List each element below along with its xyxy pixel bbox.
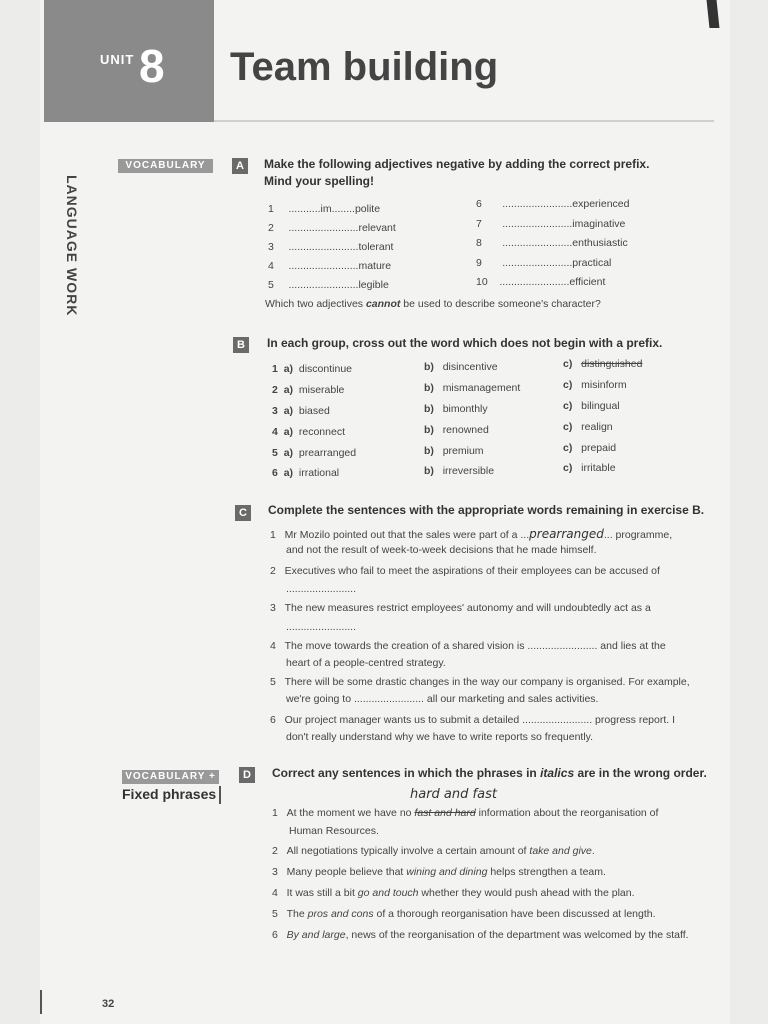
- sentence-6-cont: don't really understand why we have to write reports so frequently.: [286, 731, 594, 743]
- table-row: 3 a) biased: [272, 405, 330, 417]
- phrase-sentence-1: 1 At the moment we have no fast and hard information about the reorganisation of: [272, 807, 659, 819]
- unit-number: 8: [139, 40, 165, 92]
- table-row: 1 a) discontinue: [272, 363, 352, 375]
- table-cell: b) renowned: [424, 424, 489, 436]
- table-cell: c) realign: [563, 421, 613, 433]
- sentence-3-blank: ........................: [286, 621, 357, 633]
- vocabulary-plus-tag: VOCABULARY +: [122, 770, 219, 784]
- section-a-letter: A: [232, 158, 248, 174]
- list-item: 3 ........................tolerant: [268, 241, 394, 253]
- side-label: LANGUAGE WORK: [64, 175, 80, 317]
- table-cell: c) prepaid: [563, 442, 617, 454]
- table-cell: c) irritable: [563, 462, 616, 474]
- section-b-instruction: In each group, cross out the word which does not begin with a prefix.: [267, 336, 663, 350]
- table-cell: b) bimonthly: [424, 403, 488, 415]
- list-item: 4 ........................mature: [268, 260, 392, 272]
- page-title: Team building: [230, 45, 499, 89]
- list-item: 10 ........................efficient: [476, 276, 606, 288]
- section-c-instruction: Complete the sentences with the appropriate words remaining in exercise B.: [268, 503, 705, 517]
- page-number: 32: [102, 998, 115, 1010]
- list-item: 7 ........................imaginative: [476, 218, 626, 230]
- sentence-2: 2 Executives who fail to meet the aspirations of their employees can be accused of: [270, 565, 660, 577]
- table-cell: b) premium: [424, 445, 484, 457]
- sentence-6: 6 Our project manager wants us to submit a detailed ........................ progress report. I: [270, 714, 676, 726]
- phrase-sentence-5: 5 The pros and cons of a thorough reorganisation have been discussed at length.: [272, 908, 656, 920]
- table-row: 4 a) reconnect: [272, 426, 345, 438]
- sentence-4: 4 The move towards the creation of a shared vision is ........................ and lies at the: [270, 640, 666, 652]
- table-cell: b) irreversible: [424, 465, 495, 477]
- table-cell: b) disincentive: [424, 361, 498, 373]
- phrase-sentence-1-cont: Human Resources.: [289, 825, 379, 837]
- section-c-letter: C: [235, 505, 251, 521]
- list-item: 9 ........................practical: [476, 257, 612, 269]
- phrase-sentence-2: 2 All negotiations typically involve a certain amount of take and give.: [272, 845, 595, 857]
- sentence-1-cont: and not the result of week-to-week decisions that he made himself.: [286, 544, 597, 556]
- sentence-4-cont: heart of a people-centred strategy.: [286, 657, 446, 669]
- table-cell: b) mismanagement: [424, 382, 521, 394]
- table-cell: c) misinform: [563, 379, 627, 391]
- list-item: 5 ........................legible: [268, 279, 389, 291]
- fixed-phrases-bar: [219, 786, 221, 804]
- vocabulary-tag: VOCABULARY: [118, 159, 213, 173]
- sentence-5-cont: we're going to ........................ all our marketing and sales activities.: [286, 693, 599, 705]
- section-a-instruction-2: Mind your spelling!: [264, 174, 374, 188]
- list-item: 1 ...........im........polite: [268, 203, 381, 215]
- sentence-3: 3 The new measures restrict employees' autonomy and will undoubtedly act as a: [270, 602, 651, 614]
- table-row: 6 a) irrational: [272, 467, 340, 479]
- page-edge-line: [40, 990, 42, 1014]
- sentence-2-blank: ........................: [286, 583, 357, 595]
- table-cell: c) bilingual: [563, 400, 620, 412]
- sentence-5: 5 There will be some drastic changes in the way our company is organised. For example,: [270, 676, 690, 688]
- unit-word: UNIT: [100, 52, 135, 67]
- table-row: 2 a) miserable: [272, 384, 345, 396]
- fixed-phrases-label: Fixed phrases: [122, 786, 217, 802]
- section-d-instruction: Correct any sentences in which the phrases in italics are in the wrong order.: [272, 766, 707, 780]
- table-cell: c) distinguished: [563, 358, 643, 370]
- section-b-letter: B: [233, 337, 249, 353]
- table-row: 5 a) prearranged: [272, 447, 357, 459]
- list-item: 2 ........................relevant: [268, 222, 396, 234]
- list-item: 6 ........................experienced: [476, 198, 630, 210]
- section-d-letter: D: [239, 767, 255, 783]
- list-item: 8 ........................enthusiastic: [476, 237, 628, 249]
- sentence-1: 1 Mr Mozilo pointed out that the sales were part of a ...prearranged... programme,: [270, 527, 673, 541]
- phrase-sentence-4: 4 It was still a bit go and touch whether they would push ahead with the plan.: [272, 887, 635, 899]
- section-a-instruction-1: Make the following adjectives negative by adding the correct prefix.: [264, 157, 650, 171]
- handwritten-correction: hard and fast: [410, 787, 497, 802]
- phrase-sentence-3: 3 Many people believe that wining and dining helps strengthen a team.: [272, 866, 606, 878]
- section-a-question: Which two adjectives cannot be used to describe someone's character?: [265, 298, 601, 310]
- header-rule: [214, 120, 714, 122]
- phrase-sentence-6: 6 By and large, news of the reorganisation of the department was welcomed by the staff.: [272, 929, 689, 941]
